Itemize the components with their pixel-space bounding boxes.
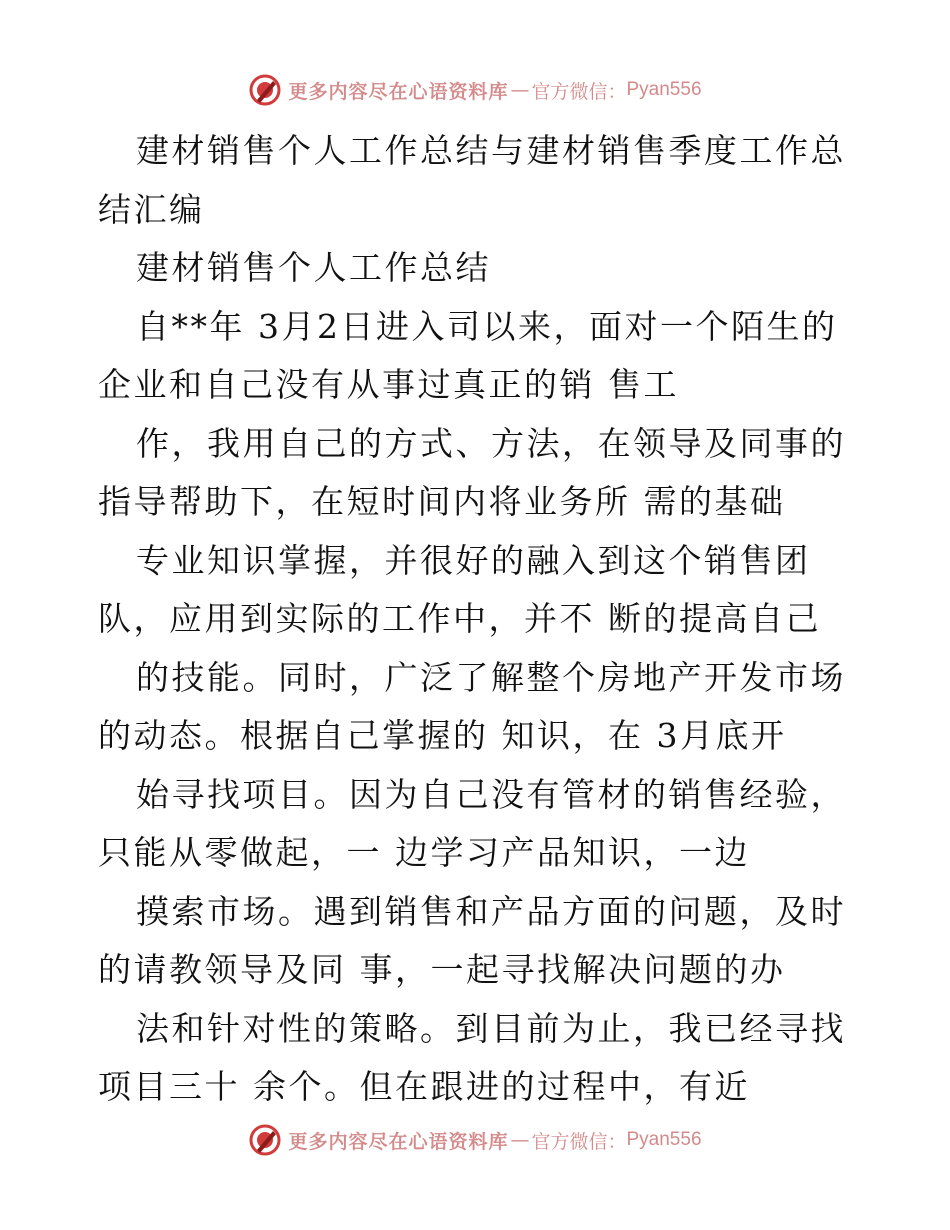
document-title: 建材销售个人工作总结与建材销售季度工作总结汇编 bbox=[98, 131, 846, 229]
header-watermark bbox=[0, 70, 950, 110]
footer-watermark bbox=[0, 1120, 950, 1160]
watermark-wechat-label: 官方微信： bbox=[531, 1130, 627, 1153]
watermark-separator: — bbox=[510, 1129, 530, 1151]
document-body bbox=[98, 122, 858, 1117]
body-paragraph-2: 作，我用自己的方式、方法，在领导及同事的指导帮助下，在短时间内将业务所 需的基础 bbox=[98, 423, 846, 521]
pen-seal-icon bbox=[248, 1123, 282, 1157]
body-paragraph-6: 摸索市场。遇到销售和产品方面的问题，及时的请教领导及同 事，一起寻找解决问题的办 bbox=[98, 891, 846, 989]
body-paragraph-4: 的技能。同时，广泛了解整个房地产开发市场的动态。根据自己掌握的 知识，在 3月底开 bbox=[98, 657, 846, 755]
watermark-wechat-label: 官方微信： bbox=[531, 80, 627, 103]
watermark-account: Pyan556 bbox=[626, 79, 702, 100]
watermark-brand: 更多内容尽在心语资料库 bbox=[288, 1130, 509, 1153]
body-paragraph-7: 法和针对性的策略。到目前为止，我已经寻找项目三十 余个。但在跟进的过程中，有近 bbox=[98, 1008, 846, 1106]
watermark-separator: — bbox=[510, 79, 530, 101]
section-heading: 建材销售个人工作总结 bbox=[136, 248, 491, 287]
body-paragraph-5: 始寻找项目。因为自己没有管材的销售经验，只能从零做起，一 边学习产品知识，一边 bbox=[98, 774, 846, 872]
body-paragraph-3: 专业知识掌握，并很好的融入到这个销售团队，应用到实际的工作中，并不 断的提高自己 bbox=[98, 540, 821, 638]
watermark-account: Pyan556 bbox=[626, 1129, 702, 1150]
body-paragraph-1: 自**年 3月2日进入司以来，面对一个陌生的企业和自己没有从事过真正的销 售工 bbox=[98, 306, 838, 404]
pen-seal-icon bbox=[248, 73, 282, 107]
watermark-brand: 更多内容尽在心语资料库 bbox=[288, 80, 509, 103]
